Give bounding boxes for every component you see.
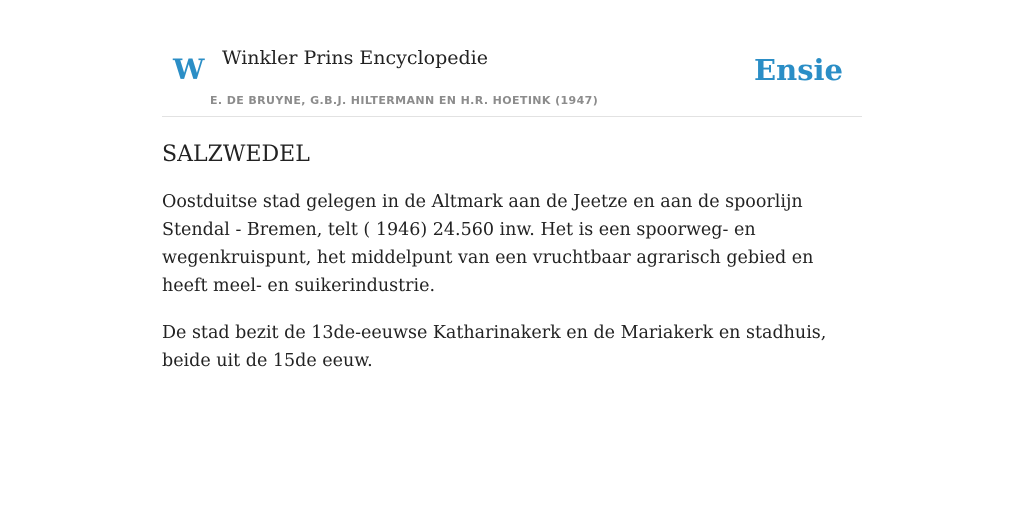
- ensie-logo[interactable]: Ensie: [754, 53, 843, 87]
- entry-title: SALZWEDEL: [162, 142, 310, 167]
- article-paragraph: Oostduitse stad gelegen in de Altmark aan de Jeetze en aan de spoorlijn Stendal - Bremen, telt ( 1946) 24.560 inw. Het is een spoorweg- en wegenkruispunt, het middelpunt van een vruchtbaar agrarisch gebied en heeft meel- en suikerindustrie.: [162, 192, 814, 296]
- source-title[interactable]: Winkler Prins Encyclopedie: [222, 47, 488, 69]
- article: [162, 136, 862, 394]
- winkler-prins-logo[interactable]: W: [173, 53, 205, 86]
- source-header: [162, 0, 862, 117]
- article-paragraph: De stad bezit de 13de-eeuwse Katharinakerk en de Mariakerk en stadhuis, beide uit de 15de eeuw.: [162, 323, 827, 371]
- source-authors: E. DE BRUYNE, G.B.J. HILTERMANN EN H.R. HOETINK (1947): [210, 94, 599, 107]
